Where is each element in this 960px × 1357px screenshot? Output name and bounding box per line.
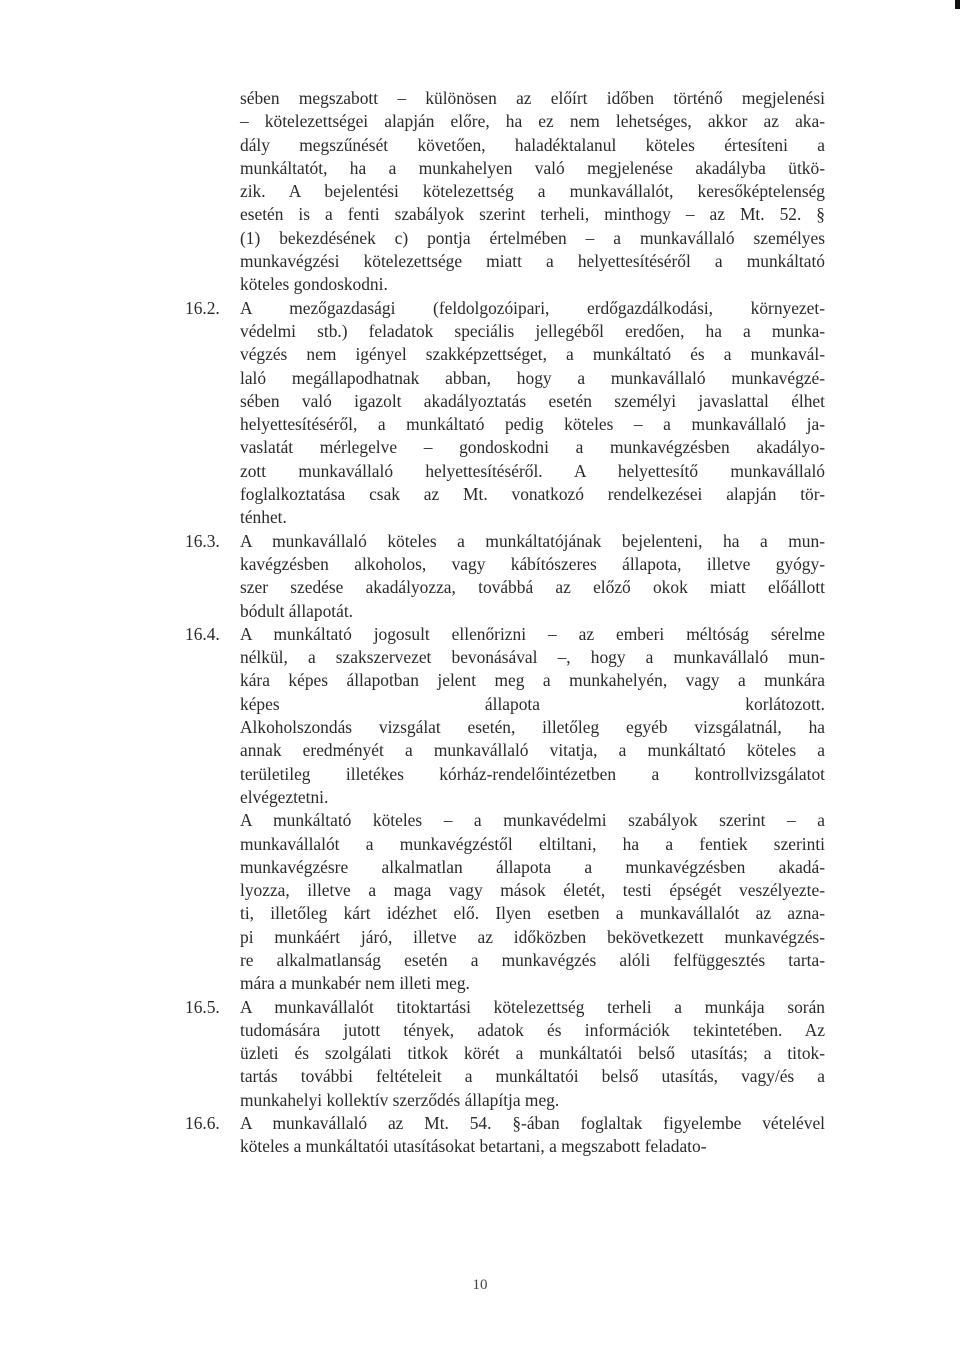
text-line: kára képes állapotban jelent meg a munkahelyén, vagy a munkára	[240, 670, 825, 691]
text-line: zik. A bejelentési kötelezettség a munkavállalót, keresőképtelenség	[240, 181, 825, 202]
text-line: ti, illetőleg kárt idézhet elő. Ilyen esetben a munkavállalót az azna-	[240, 903, 825, 924]
paragraph-number: 16.5.	[185, 996, 220, 1017]
text-line: A munkavállalót titoktartási kötelezettség terheli a munkája során	[240, 996, 825, 1017]
text-line: A munkáltató köteles – a munkavédelmi szabályok szerint – a	[240, 810, 825, 831]
text-line: bódult állapotát.	[240, 600, 354, 621]
text-line: üzleti és szolgálati titkok körét a munkáltatói belső utasítás; a titok-	[240, 1043, 825, 1064]
text-line: laló megállapodhatnak abban, hogy a munkavállaló munkavégzé-	[240, 367, 825, 388]
paragraph-number: 16.2.	[185, 297, 220, 318]
document-body	[185, 87, 825, 1159]
text-line: Alkoholszondás vizsgálat esetén, illetőleg egyéb vizsgálatnál, ha	[240, 717, 825, 738]
text-line: nélkül, a szakszervezet bevonásával –, hogy a munkavállaló mun-	[240, 647, 825, 668]
text-line: területileg illetékes kórház-rendelőintézetben a kontrollvizsgálatot	[240, 763, 825, 784]
paragraph-number: 16.3.	[185, 530, 220, 551]
text-line: annak eredményét a munkavállaló vitatja, a munkáltató köteles a	[240, 740, 825, 761]
paragraph	[185, 1112, 825, 1159]
text-line: zott munkavállaló helyettesítéséről. A helyettesítő munkavállaló	[240, 460, 825, 481]
text-line: köteles gondoskodni.	[240, 274, 388, 295]
paragraph	[185, 87, 825, 297]
text-line: munkáltatót, ha a munkahelyen való megjelenése akadályba ütkö-	[240, 157, 825, 178]
text-line: köteles a munkáltatói utasításokat betartani, a megszabott feladato-	[240, 1136, 707, 1157]
paragraph	[185, 623, 825, 996]
text-line: munkavállalót a munkavégzéstől eltiltani, ha a fentiek szerinti	[240, 833, 825, 854]
text-line: kavégzésben alkoholos, vagy kábítószeres állapota, illetve gyógy-	[240, 553, 825, 574]
page-number: 10	[472, 1277, 488, 1293]
text-line: ténhet.	[240, 507, 287, 528]
text-line: lyozza, illetve a maga vagy mások életét, testi épségét veszélyezte-	[240, 880, 825, 901]
text-line: re alkalmatlanság esetén a munkavégzés alóli felfüggesztés tarta-	[240, 949, 825, 970]
text-line: munkavégzésre alkalmatlan állapota a munkavégzésben akadá-	[240, 856, 825, 877]
text-line: vaslatát mérlegelve – gondoskodni a munkavégzésben akadályo-	[240, 437, 825, 458]
text-line: végzés nem igényel szakképzettséget, a munkáltató és a munkavál-	[240, 344, 825, 365]
text-line: sében való igazolt akadályoztatás esetén személyi javaslattal élhet	[240, 390, 825, 411]
text-line: sében megszabott – különösen az előírt időben történő megjelenési	[240, 88, 825, 108]
paragraph-number: 16.4.	[185, 623, 220, 644]
scan-edge-mark	[955, 0, 960, 9]
text-line: esetén is a fenti szabályok szerint terheli, minthogy – az Mt. 52. §	[240, 204, 825, 225]
text-line: dály megszűnését követően, haladéktalanul köteles értesíteni a	[240, 134, 825, 155]
text-line: munkavégzési kötelezettsége miatt a helyettesítéséről a munkáltató	[240, 251, 825, 272]
text-line: A munkavállaló az Mt. 54. §-ában foglaltak figyelembe vételével	[240, 1113, 825, 1134]
text-line: tudomására jutott tények, adatok és információk tekintetében. Az	[240, 1019, 825, 1040]
text-line: mára a munkabér nem illeti meg.	[240, 973, 470, 994]
text-line: elvégeztetni.	[240, 786, 329, 807]
text-line: munkahelyi kollektív szerződés állapítja meg.	[240, 1089, 560, 1110]
paragraph	[185, 996, 825, 1112]
text-line: (1) bekezdésének c) pontja értelmében – a munkavállaló személyes	[240, 227, 825, 248]
text-line: – kötelezettségei alapján előre, ha ez nem lehetséges, akkor az aka-	[240, 111, 825, 132]
paragraph	[185, 530, 825, 623]
text-line: foglalkoztatása csak az Mt. vonatkozó rendelkezései alapján tör-	[240, 484, 825, 505]
text-line: képes állapota korlátozott.	[240, 693, 825, 714]
text-line: A munkáltató jogosult ellenőrizni – az emberi méltóság sérelme	[240, 623, 825, 644]
text-line: védelmi stb.) feladatok speciális jellegéből eredően, ha a munka-	[240, 320, 825, 341]
text-line: A mezőgazdasági (feldolgozóipari, erdőgazdálkodási, környezet-	[240, 297, 825, 318]
paragraph	[185, 297, 825, 530]
text-line: helyettesítéséről, a munkáltató pedig köteles – a munkavállaló ja-	[240, 414, 825, 435]
text-line: tartás további feltételeit a munkáltatói belső utasítás, vagy/és a	[240, 1066, 825, 1087]
text-line: A munkavállaló köteles a munkáltatójának bejelenteni, ha a mun-	[240, 530, 825, 551]
text-line: pi munkáért járó, illetve az időközben bekövetkezett munkavégzés-	[240, 926, 825, 947]
text-line: szer szedése akadályozza, továbbá az előző okok miatt előállott	[240, 577, 825, 598]
paragraph-number: 16.6.	[185, 1113, 220, 1134]
